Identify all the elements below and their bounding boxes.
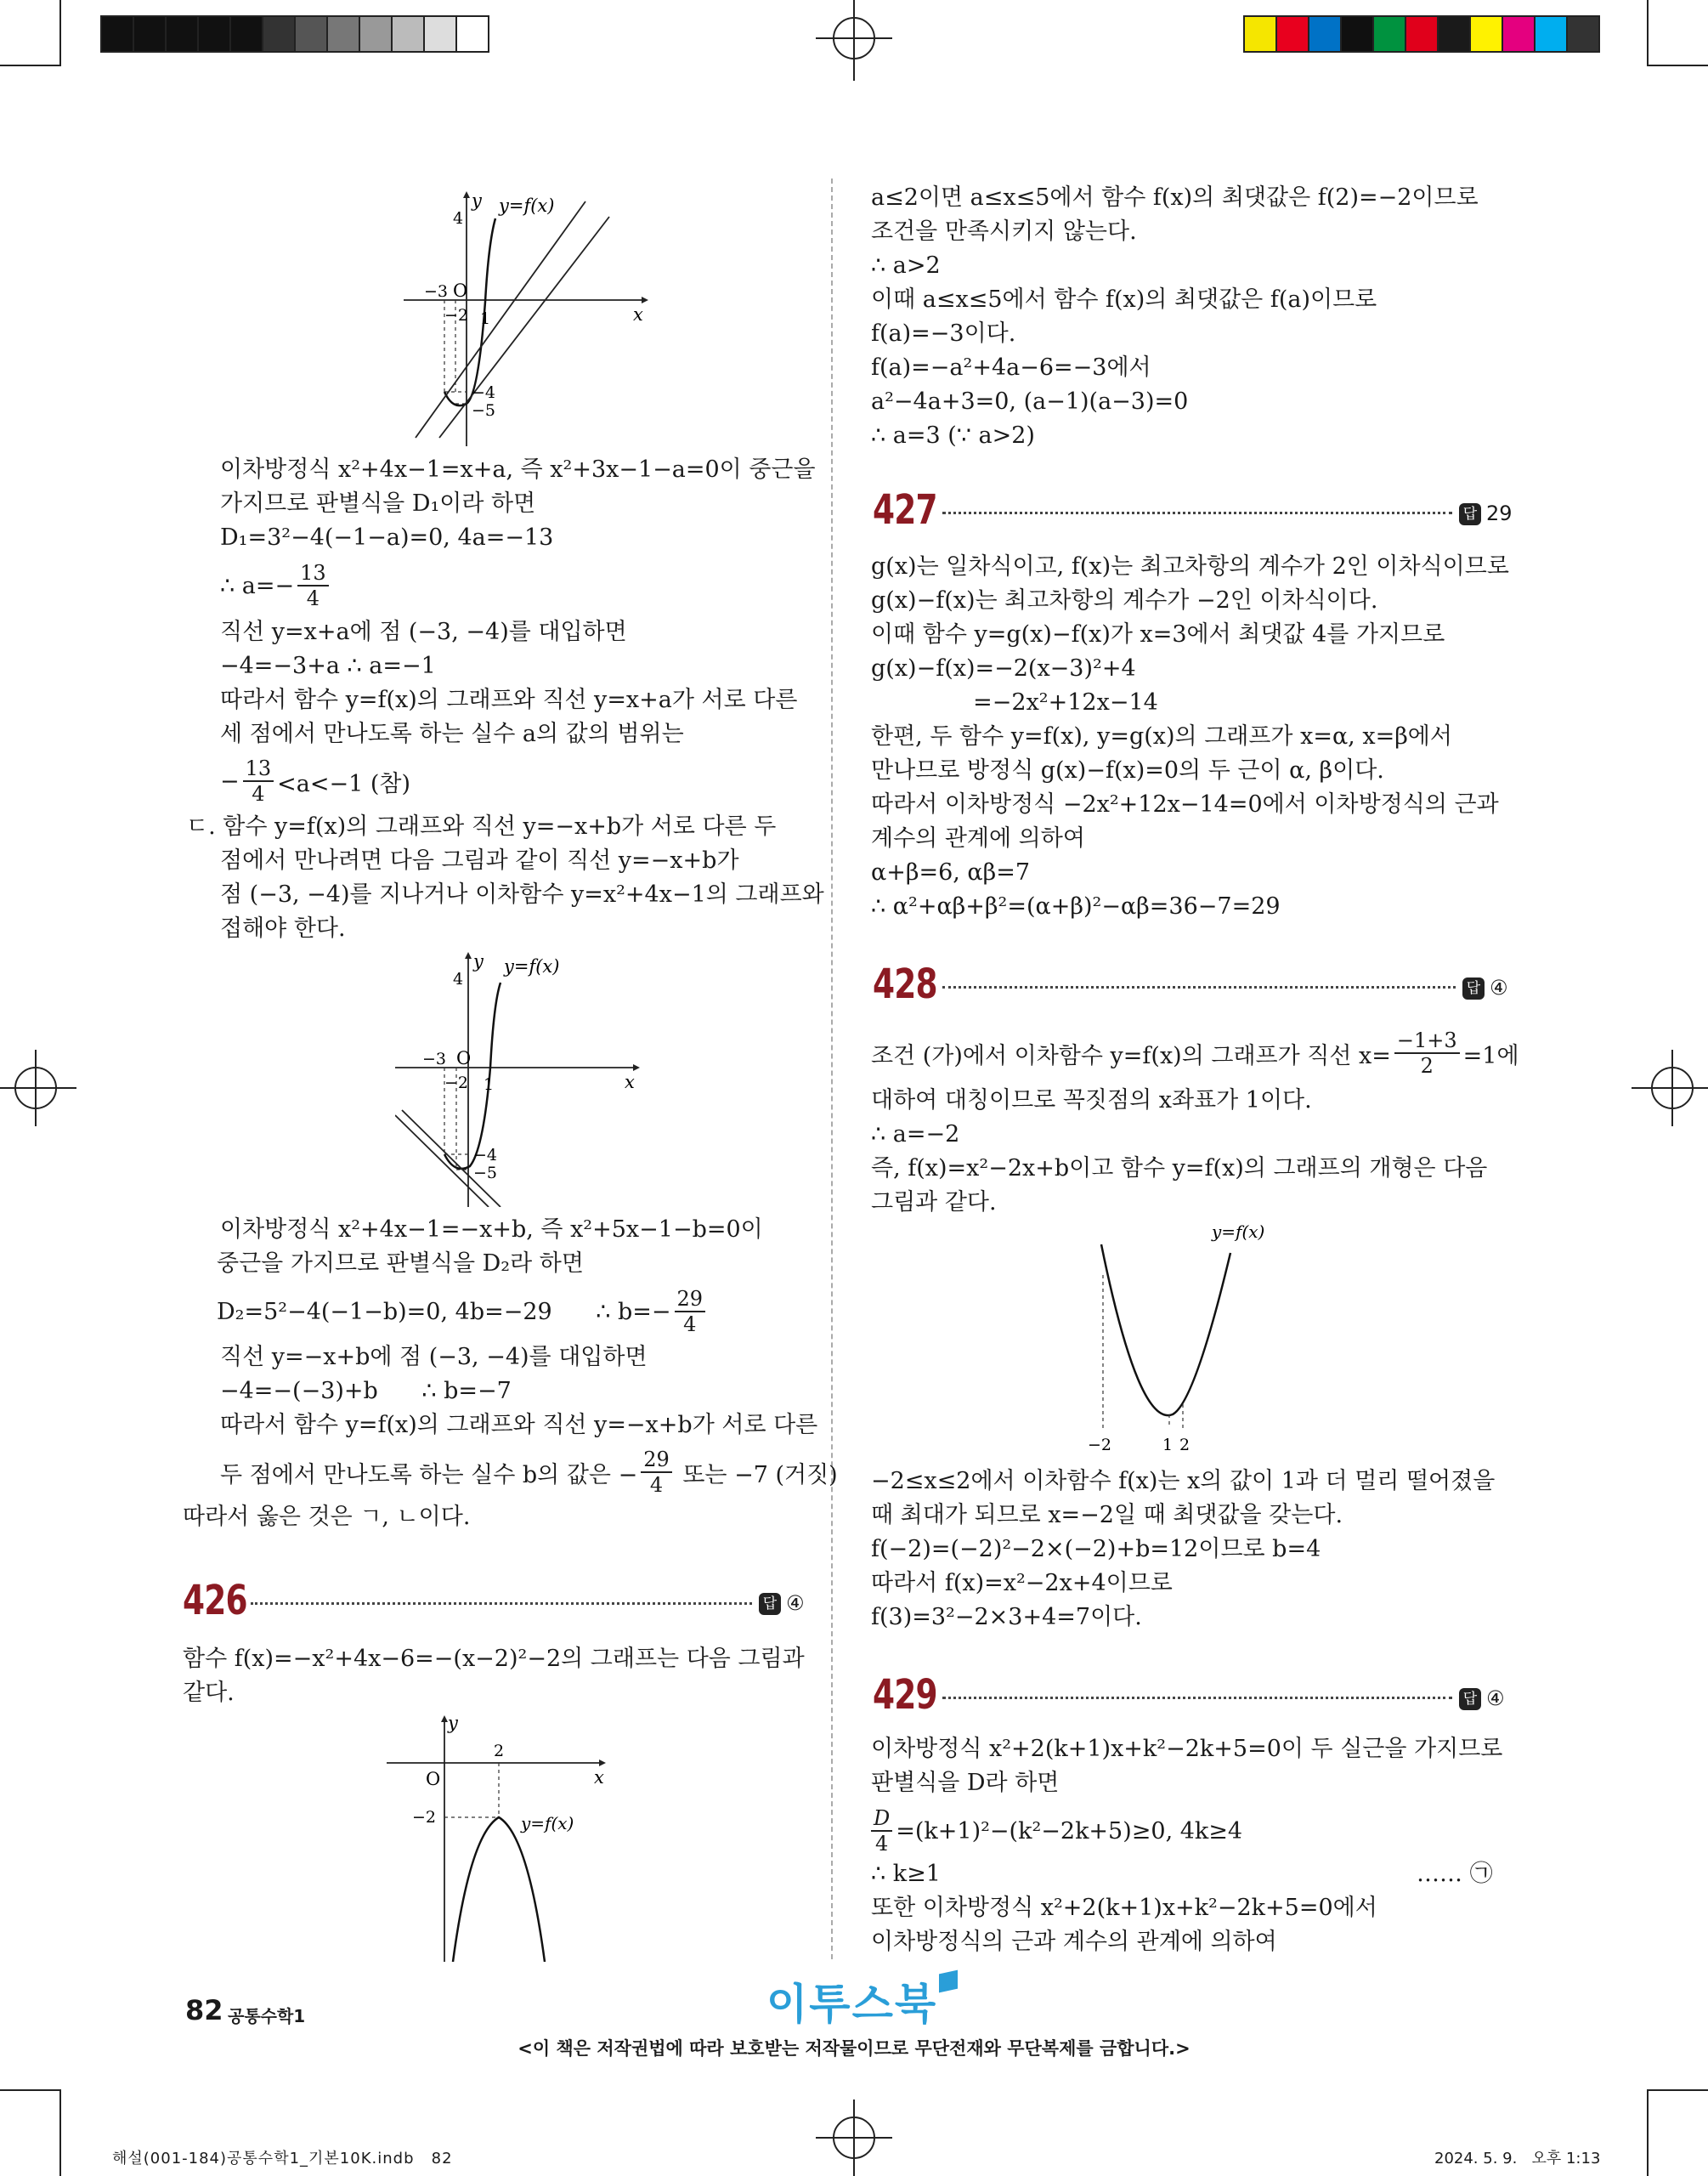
fraction-denominator: 4 (874, 1832, 889, 1856)
fraction-prefix: ∴ a=− (220, 572, 295, 599)
conclusion: 따라서 옳은 것은 ㄱ, ㄴ이다. (183, 1504, 471, 1530)
fraction-numerator: 13 (243, 756, 274, 782)
text-line: ∴ a=−2 (871, 1121, 960, 1148)
text-line: α+β=6, αβ=7 (871, 859, 1031, 886)
text-line: 따라서 함수 y=f(x)의 그래프와 직선 y=x+a가 서로 다른 (220, 687, 798, 713)
answer-value: ④ (786, 1591, 805, 1615)
leader-dots (251, 1602, 752, 1605)
text-line: g(x)−f(x)=−2(x−3)²+4 (871, 655, 1136, 682)
crop-mark (59, 0, 61, 66)
answer-badge (1462, 976, 1508, 1000)
text-line: 그림과 같다. (871, 1189, 997, 1216)
page-number: 82 (185, 1994, 223, 2026)
fraction-numerator: D (871, 1806, 892, 1832)
text-line: 접해야 한다. (220, 915, 346, 942)
fraction-line (220, 1448, 838, 1497)
answer-mark: 답 (1462, 978, 1485, 1000)
text-line: 따라서 f(x)=x²−2x+4이므로 (871, 1570, 1173, 1596)
problem-number: 426 (183, 1577, 247, 1624)
tick-label: −4 (473, 1146, 498, 1164)
text-line: 점에서 만나려면 다음 그림과 같이 직선 y=−x+b가 (220, 847, 739, 874)
fraction-suffix: =(k+1)²−(k²−2k+5)≥0, 4k≥4 (896, 1817, 1243, 1844)
fraction-numerator: 29 (641, 1448, 672, 1473)
crop-mark (59, 2089, 61, 2176)
left-column (183, 0, 838, 2176)
text-line: 따라서 함수 y=f(x)의 그래프와 직선 y=−x+b가 서로 다른 (220, 1412, 818, 1438)
text-line: ∴ a>2 (871, 252, 941, 279)
crop-mark (1647, 65, 1708, 66)
answer-value: 29 (1486, 502, 1513, 525)
text-line: −4=−(−3)+b ∴ b=−7 (220, 1378, 512, 1404)
graph-downward-parabola (387, 1715, 625, 1962)
y-axis-label: y (448, 1715, 458, 1733)
text-line: 또한 이차방정식 x²+2(k+1)x+k²−2k+5=0에서 (871, 1895, 1377, 1921)
x-axis-label: x (625, 1072, 635, 1092)
copyright-notice: <이 책은 저작권법에 따라 보호받는 저작물이므로 무단전재와 무단복제를 금합니다.> (517, 2038, 1191, 2059)
crop-mark (0, 2089, 61, 2091)
origin-label: O (456, 1048, 472, 1068)
text-line: 계수의 관계에 의하여 (871, 825, 1085, 852)
text-line: −4=−3+a ∴ a=−1 (220, 653, 436, 679)
text-line: f(a)=−3이다. (871, 320, 1016, 347)
tick-label: −4 (472, 383, 496, 402)
answer-mark: 답 (1459, 503, 1481, 525)
tick-label: −2 (1088, 1436, 1112, 1454)
fraction-suffix: <a<−1 (참) (277, 770, 411, 797)
tick-label: 2 (1179, 1436, 1191, 1454)
text-line: 가지므로 판별식을 D₁이라 하면 (220, 490, 536, 517)
graph-upward-parabola (1088, 1224, 1292, 1462)
text-line: 조건을 만족시키지 않는다. (871, 218, 1137, 245)
tick-label: −2 (444, 306, 469, 325)
text-line: 판별식을 D라 하면 (871, 1770, 1060, 1796)
book-icon (939, 1970, 958, 1993)
crop-mark (0, 65, 61, 66)
print-timestamp: 2024. 5. 9. 오후 1:13 (1434, 2150, 1601, 2168)
text-line: 이때 함수 y=g(x)−f(x)가 x=3에서 최댓값 4를 가지므로 (871, 621, 1445, 648)
problem-number: 429 (873, 1671, 937, 1719)
text-line: 함수 f(x)=−x²+4x−6=−(x−2)²−2의 그래프는 다음 그림과 (183, 1646, 805, 1672)
text-line: a²−4a+3=0, (a−1)(a−3)=0 (871, 388, 1189, 415)
text-line: 만나므로 방정식 g(x)−f(x)=0의 두 근이 α, β이다. (871, 757, 1384, 784)
text-line: g(x)−f(x)는 최고차항의 계수가 −2인 이차식이다. (871, 587, 1378, 614)
column-divider (831, 178, 833, 1959)
fraction-prefix: D₂=5²−4(−1−b)=0, 4b=−29 ∴ b=− (217, 1298, 671, 1325)
text-line: 점 (−3, −4)를 지나거나 이차함수 y=x²+4x−1의 그래프와 (220, 881, 824, 908)
color-swatch (1566, 17, 1598, 51)
text-line: 세 점에서 만나도록 하는 실수 a의 값의 범위는 (220, 721, 684, 747)
fraction-prefix: 조건 (가)에서 이차함수 y=f(x)의 그래프가 직선 x= (871, 1042, 1391, 1069)
answer-value: ④ (1490, 976, 1508, 1000)
curve-label: y=f(x) (499, 196, 555, 216)
fraction-line (871, 1806, 1242, 1856)
registration-mark (1632, 1050, 1708, 1126)
fraction-numerator: 29 (675, 1287, 706, 1312)
crop-mark (1647, 2089, 1708, 2091)
text-line: ∴ k≥1 (871, 1861, 941, 1887)
text-line: =−2x²+12x−14 (871, 689, 1158, 716)
graph-cubic-tangent-lines-negative (395, 952, 650, 1207)
fraction-prefix: − (220, 768, 240, 795)
origin-label: O (426, 1769, 441, 1789)
fraction-denominator: 4 (649, 1473, 664, 1497)
text-line: 즉, f(x)=x²−2x+b이고 함수 y=f(x)의 그래프의 개형은 다음 (871, 1155, 1488, 1182)
answer-badge (1459, 1686, 1505, 1710)
answer-mark: 답 (759, 1593, 781, 1615)
color-swatch (102, 17, 133, 51)
registration-mark (0, 1050, 76, 1126)
curve-label: y=f(x) (504, 956, 560, 977)
book-title: 공통수학1 (228, 2006, 306, 2026)
tick-label: 2 (494, 1742, 505, 1760)
text-line: 같다. (183, 1680, 235, 1706)
curve-label: y=f(x) (521, 1813, 574, 1833)
answer-badge (759, 1591, 805, 1615)
fraction-denominator: 4 (683, 1312, 697, 1336)
text-line: f(3)=3²−2×3+4=7이다. (871, 1604, 1142, 1630)
text-line: 대하여 대칭이므로 꼭짓점의 x좌표가 1이다. (871, 1087, 1312, 1114)
fraction-suffix: 또는 −7 (거짓) (675, 1461, 838, 1488)
text-line: 이차방정식 x²+4x−1=−x+b, 즉 x²+5x−1−b=0이 (220, 1216, 763, 1243)
text-line: g(x)는 일차식이고, f(x)는 최고차항의 계수가 2인 이차식이므로 (871, 553, 1509, 580)
fraction-denominator: 4 (306, 586, 320, 610)
answer-mark: 답 (1459, 1688, 1481, 1710)
tick-label: 4 (453, 970, 464, 989)
text-line: 이차방정식 x²+4x−1=x+a, 즉 x²+3x−1−a=0이 중근을 (220, 456, 816, 483)
text-line: ∴ a=3 (∵ a>2) (871, 422, 1035, 449)
text-line: 직선 y=x+a에 점 (−3, −4)를 대입하면 (220, 619, 627, 645)
text-line: 따라서 이차방정식 −2x²+12x−14=0에서 이차방정식의 근과 (871, 791, 1499, 818)
brand-logo (766, 1970, 958, 2032)
brand-name: 이투스북 (766, 1980, 938, 2029)
x-axis-label: x (633, 304, 643, 325)
problem-number: 427 (873, 486, 937, 534)
tick-label: −2 (444, 1074, 469, 1092)
color-swatch (133, 17, 165, 51)
text-line: f(a)=−a²+4a−6=−3에서 (871, 354, 1151, 381)
y-axis-label: y (473, 952, 484, 972)
fraction-denominator: 4 (252, 782, 265, 806)
right-column (871, 0, 1525, 2176)
crop-mark (1647, 2089, 1649, 2176)
equation-marker: …… ㉠ (1417, 1861, 1493, 1887)
x-axis-label: x (594, 1767, 604, 1788)
tick-label: −5 (473, 1164, 498, 1182)
text-line: D₁=3²−4(−1−a)=0, 4a=−13 (220, 524, 554, 551)
text-line: 직선 y=−x+b에 점 (−3, −4)를 대입하면 (220, 1344, 648, 1370)
tick-label: −2 (412, 1808, 437, 1827)
fraction-line (220, 756, 410, 806)
fraction-line (220, 561, 329, 610)
text-line: 한편, 두 함수 y=f(x), y=g(x)의 그래프가 x=α, x=β에서 (871, 723, 1452, 750)
tick-label: −3 (422, 1050, 447, 1068)
y-axis-label: y (472, 191, 482, 211)
tick-label: −3 (424, 282, 449, 301)
text-line: −2≤x≤2에서 이차함수 f(x)는 x의 값이 1과 더 멀리 떨어졌을 (871, 1468, 1496, 1494)
text-line: f(−2)=(−2)²−2×(−2)+b=12이므로 b=4 (871, 1536, 1321, 1562)
text-line: 때 최대가 되므로 x=−2일 때 최댓값을 갖는다. (871, 1502, 1343, 1528)
text-line: 이차방정식 x²+2(k+1)x+k²−2k+5=0이 두 실근을 가지므로 (871, 1736, 1503, 1762)
leader-dots (942, 512, 1452, 514)
text-line: 이때 a≤x≤5에서 함수 f(x)의 최댓값은 f(a)이므로 (871, 286, 1377, 313)
fraction-denominator: 2 (1420, 1054, 1434, 1078)
tick-label: 1 (1162, 1436, 1174, 1454)
answer-badge (1459, 502, 1513, 525)
answer-value: ④ (1486, 1686, 1505, 1710)
text-line: ㄷ. 함수 y=f(x)의 그래프와 직선 y=−x+b가 서로 다른 두 (186, 813, 777, 840)
fraction-line (217, 1287, 705, 1336)
tick-label: 4 (453, 209, 464, 228)
problem-number: 428 (873, 960, 937, 1008)
tick-label: −5 (472, 401, 496, 420)
color-swatch (1534, 17, 1566, 51)
tick-label: 1 (484, 1075, 495, 1094)
fraction-suffix: =1에 (1462, 1042, 1519, 1069)
text-line: ∴ α²+αβ+β²=(α+β)²−αβ=36−7=29 (871, 893, 1281, 920)
text-line: 이차방정식의 근과 계수의 관계에 의하여 (871, 1929, 1277, 1955)
origin-label: O (453, 280, 468, 301)
crop-mark (1647, 0, 1649, 66)
leader-dots (942, 1697, 1452, 1699)
fraction-prefix: 두 점에서 만나도록 하는 실수 b의 값은 − (220, 1461, 638, 1488)
text-line: 중근을 가지므로 판별식을 D₂라 하면 (217, 1250, 584, 1277)
fraction-numerator: 13 (297, 561, 329, 586)
leader-dots (942, 986, 1456, 989)
tick-label: 1 (480, 309, 491, 328)
curve-label: y=f(x) (1212, 1224, 1265, 1242)
fraction-numerator: −1+3 (1394, 1028, 1460, 1054)
fraction-line (871, 1028, 1519, 1078)
file-name: 해설(001-184)공통수학1_기본10K.indb 82 (112, 2150, 453, 2168)
text-line: a≤2이면 a≤x≤5에서 함수 f(x)의 최댓값은 f(2)=−2이므로 (871, 184, 1479, 211)
graph-cubic-tangent-lines (404, 191, 659, 446)
